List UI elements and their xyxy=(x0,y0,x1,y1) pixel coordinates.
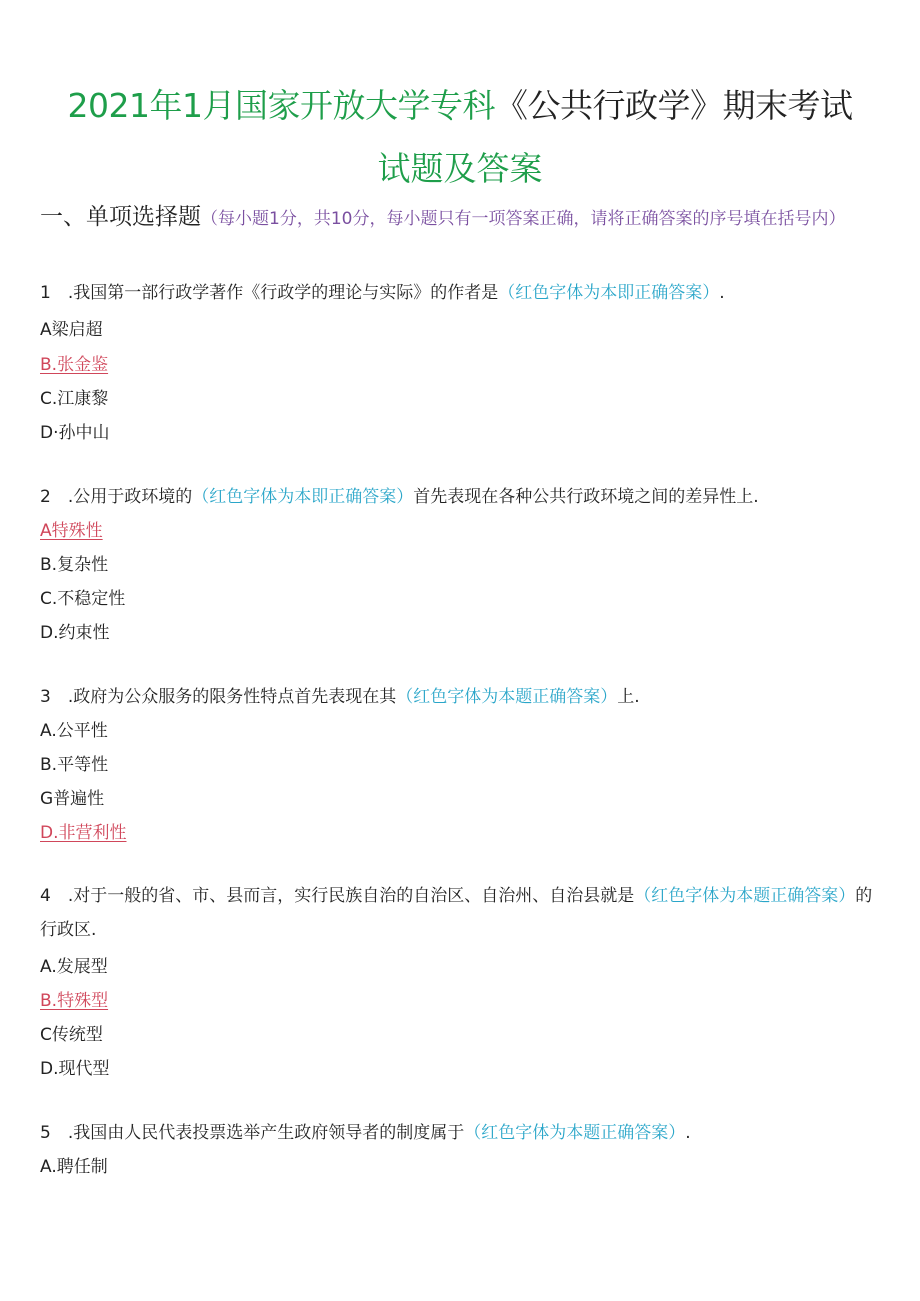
question-5-option-a: A.聘任制 xyxy=(40,1157,108,1177)
section-note: （每小题1分，共10分，每小题只有一项答案正确，请将正确答案的序号填在括号内） xyxy=(201,209,846,229)
answer-hint: （红色字体为本即正确答案） xyxy=(192,487,414,507)
question-text: 3 .政府为公众服务的限务性特点首先表现在其 xyxy=(40,687,397,707)
question-4-option-c: C传统型 xyxy=(40,1025,103,1045)
question-3-option-d xyxy=(40,816,880,850)
question-2-option-a xyxy=(40,514,880,548)
section-title: 一、单项选择题 xyxy=(40,204,201,230)
question-1-option-a: A梁启超 xyxy=(40,320,103,340)
correct-answer: D.非营利性 xyxy=(40,823,127,843)
question-3-option-c: G普遍性 xyxy=(40,789,105,809)
question-text-end: 的行政区. xyxy=(40,886,873,940)
correct-answer: B.张金鉴 xyxy=(40,355,109,375)
question-4-stem xyxy=(40,879,880,947)
question-text: 1 .我国第一部行政学著作《行政学的理论与实际》的作者是 xyxy=(40,283,499,303)
question-3-option-b: B.平等性 xyxy=(40,755,109,775)
question-3-stem xyxy=(40,680,880,714)
document-title xyxy=(0,82,920,130)
answer-hint: （红色字体为本题正确答案） xyxy=(634,886,856,906)
answer-hint: （红色字体为本题正确答案） xyxy=(464,1123,686,1143)
question-4-option-a: A.发展型 xyxy=(40,957,108,977)
title-part1: 2021年1月国家开放大学专科 xyxy=(67,86,495,125)
question-5-stem xyxy=(40,1116,880,1150)
question-4-option-d: D.现代型 xyxy=(40,1059,110,1079)
question-3-option-a: A.公平性 xyxy=(40,721,108,741)
question-1-option-d: D·孙中山 xyxy=(40,423,110,443)
question-text-end: . xyxy=(719,283,725,303)
answer-hint: （红色字体为本题正确答案） xyxy=(396,687,618,707)
question-4-option-b xyxy=(40,984,880,1018)
question-2-option-d: D.约束性 xyxy=(40,623,110,643)
question-2-stem xyxy=(40,480,880,514)
question-text: 5 .我国由人民代表投票选举产生政府领导者的制度属于 xyxy=(40,1123,465,1143)
question-1-option-c: C.江康黎 xyxy=(40,389,109,409)
question-2-option-c: C.不稳定性 xyxy=(40,589,126,609)
question-text: 2 .公用于政环境的 xyxy=(40,487,193,507)
title-part2: 《公共行政学》 xyxy=(494,86,723,125)
correct-answer: A特殊性 xyxy=(40,521,103,541)
question-text-end: . xyxy=(685,1123,691,1143)
title-part3: 期末考试 xyxy=(722,86,853,125)
question-1-option-b xyxy=(40,348,880,382)
document-subtitle: 试题及答案 xyxy=(377,149,543,188)
section-heading xyxy=(40,200,880,237)
question-2-option-b: B.复杂性 xyxy=(40,555,109,575)
question-text-end: 上. xyxy=(617,687,640,707)
question-text-end: 首先表现在各种公共行政环境之间的差异性上. xyxy=(413,487,759,507)
question-1-stem xyxy=(40,276,880,310)
correct-answer: B.特殊型 xyxy=(40,991,109,1011)
question-text: 4 .对于一般的省、市、县而言，实行民族自治的自治区、自治州、自治县就是 xyxy=(40,886,635,906)
answer-hint: （红色字体为本即正确答案） xyxy=(498,283,720,303)
